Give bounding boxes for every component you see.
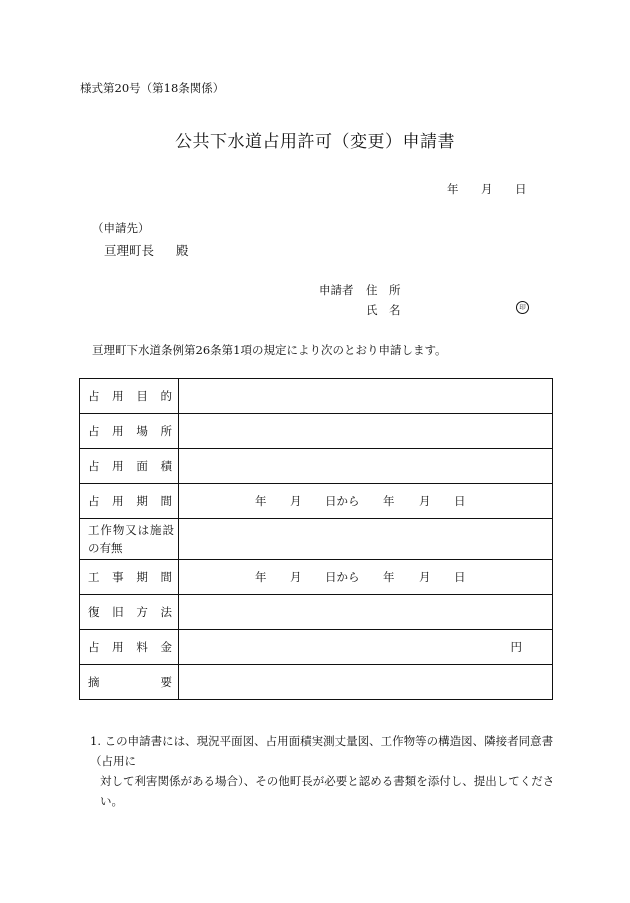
attachment-note [90,731,560,811]
row-label-remarks: 摘 要 [80,665,179,700]
date-day-label: 日 [515,182,527,196]
table-row [80,484,553,519]
table-row [80,595,553,630]
addressee-name: 亘理町長 [104,243,155,258]
row-label-location: 占 用 場 所 [80,414,179,449]
applicant-name-label: 氏 名 [366,303,401,317]
row-label-structure: 工 作 物 又 は 施 設 の有無 [80,519,179,560]
table-row [80,414,553,449]
area-field[interactable] [179,449,553,484]
form-number: 様式第20号（第18条関係） [80,81,225,95]
row-label-purpose: 占 用 目 的 [80,379,179,414]
structure-field[interactable] [179,519,553,560]
location-field[interactable] [179,414,553,449]
table-row [80,560,553,595]
application-form-table [79,378,553,700]
applicant-address-label: 住 所 [366,283,401,297]
note-line-1: 1. この申請書には、現況平面図、占用面積実測丈量図、工作物等の構造図、隣接者同意書（占用に [90,734,554,768]
table-row [80,519,553,560]
fee-field[interactable] [179,630,553,665]
remarks-field[interactable] [179,665,553,700]
yen-unit: 円 [510,640,522,654]
addressee [104,241,189,259]
intro-text: 亘理町下水道条例第26条第1項の規定により次のとおり申請します。 [92,343,447,357]
row-label-area: 占 用 面 積 [80,449,179,484]
date-month-label: 月 [481,182,493,196]
table-row [80,379,553,414]
addressee-honorific: 殿 [176,243,189,258]
row-label-construction-period: 工 事 期 間 [80,560,179,595]
row-label-occupancy-period: 占 用 期 間 [80,484,179,519]
restoration-field[interactable] [179,595,553,630]
date-year-label: 年 [447,182,459,196]
table-row [80,665,553,700]
document-title: 公共下水道占用許可（変更）申請書 [175,132,455,152]
purpose-field[interactable] [179,379,553,414]
note-line-2: 対して利害関係がある場合）、その他町長が必要と認める書類を添付し、提出してください。 [100,774,555,808]
table-row [80,630,553,665]
row-label-restoration: 復 旧 方 法 [80,595,179,630]
occupancy-period-field[interactable]: 年 月 日から 年 月 日 [179,484,553,519]
table-row [80,449,553,484]
applicant-label: 申請者 [319,283,354,297]
addressee-label: （申請先） [92,221,150,235]
seal-mark: 印 [516,301,529,314]
row-label-fee: 占 用 料 金 [80,630,179,665]
construction-period-field[interactable]: 年 月 日から 年 月 日 [179,560,553,595]
